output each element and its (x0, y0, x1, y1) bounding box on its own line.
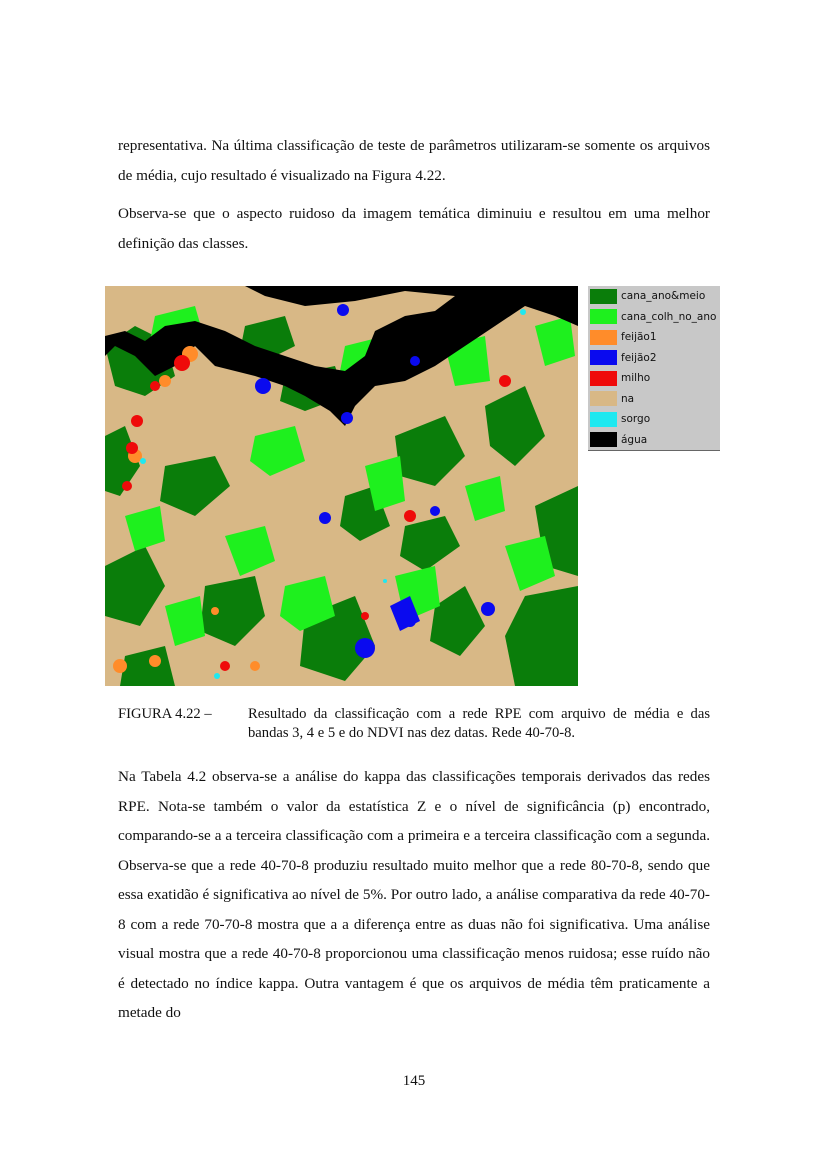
figure-caption (118, 705, 710, 743)
legend-label: sorgo (621, 413, 651, 426)
legend-item (588, 389, 720, 410)
legend-swatch (590, 350, 617, 365)
legend-item (588, 348, 720, 369)
legend-swatch (590, 309, 617, 324)
legend-label: na (621, 392, 635, 405)
page-number: 145 (402, 1073, 426, 1089)
legend-swatch (590, 371, 617, 386)
classification-map-image (105, 286, 578, 686)
legend-label: milho (621, 372, 651, 385)
legend-item (588, 409, 720, 430)
legend-label: cana_colh_no_ano (621, 310, 717, 323)
legend-swatch (590, 432, 617, 447)
legend-label: feijão1 (621, 331, 657, 344)
legend-item (588, 430, 720, 451)
figure-caption-text: Resultado da classificação com a rede RPE com arquivo de média e das bandas 3, 4 e 5 e do NDVI nas dez datas. Rede 40-70-8. (248, 706, 710, 741)
map-legend (588, 286, 720, 451)
paragraph-observation: Observa-se que o aspecto ruidoso da imagem temática diminuiu e resultou em uma melhor definição das classes. (118, 205, 710, 252)
legend-swatch (590, 330, 617, 345)
paragraph-analysis: Na Tabela 4.2 observa-se a análise do kappa das classificações temporais derivados das redes RPE. Nota-se também o valor da estatística Z e o nível de significância (p) encontrado, comparando-se a a terceira classificação com a primeira e a terceira classificação com a segunda. Observa-se que a rede 40-70-8 produziu resultado muito melhor que a rede 80-70-8, sendo que essa exatidão é significativa ao nível de 5%. Por outro lado, a análise comparativa da rede 40-70-8 com a rede 70-70-8 mostra que a a diferença entre as duas não foi significativa. Uma análise visual mostra que a rede 40-70-8 proporcionou uma classificação menos ruidosa; esse ruído não é detectado no índice kappa. Outra vantagem é que os arquivos de média têm praticamente a metade do (118, 768, 710, 1021)
figure-label: FIGURA 4.22 – (118, 706, 212, 722)
legend-swatch (590, 412, 617, 427)
legend-item (588, 286, 720, 307)
legend-swatch (590, 289, 617, 304)
legend-item (588, 327, 720, 348)
legend-swatch (590, 391, 617, 406)
paragraph-intro: representativa. Na última classificação de teste de parâmetros utilizaram-se somente os arquivos de média, cujo resultado é visualizado na Figura 4.22. (118, 137, 710, 184)
legend-label: feijão2 (621, 351, 657, 364)
legend-label: cana_ano&meio (621, 290, 706, 303)
legend-label: água (621, 433, 648, 446)
legend-item (588, 368, 720, 389)
legend-item (588, 307, 720, 328)
